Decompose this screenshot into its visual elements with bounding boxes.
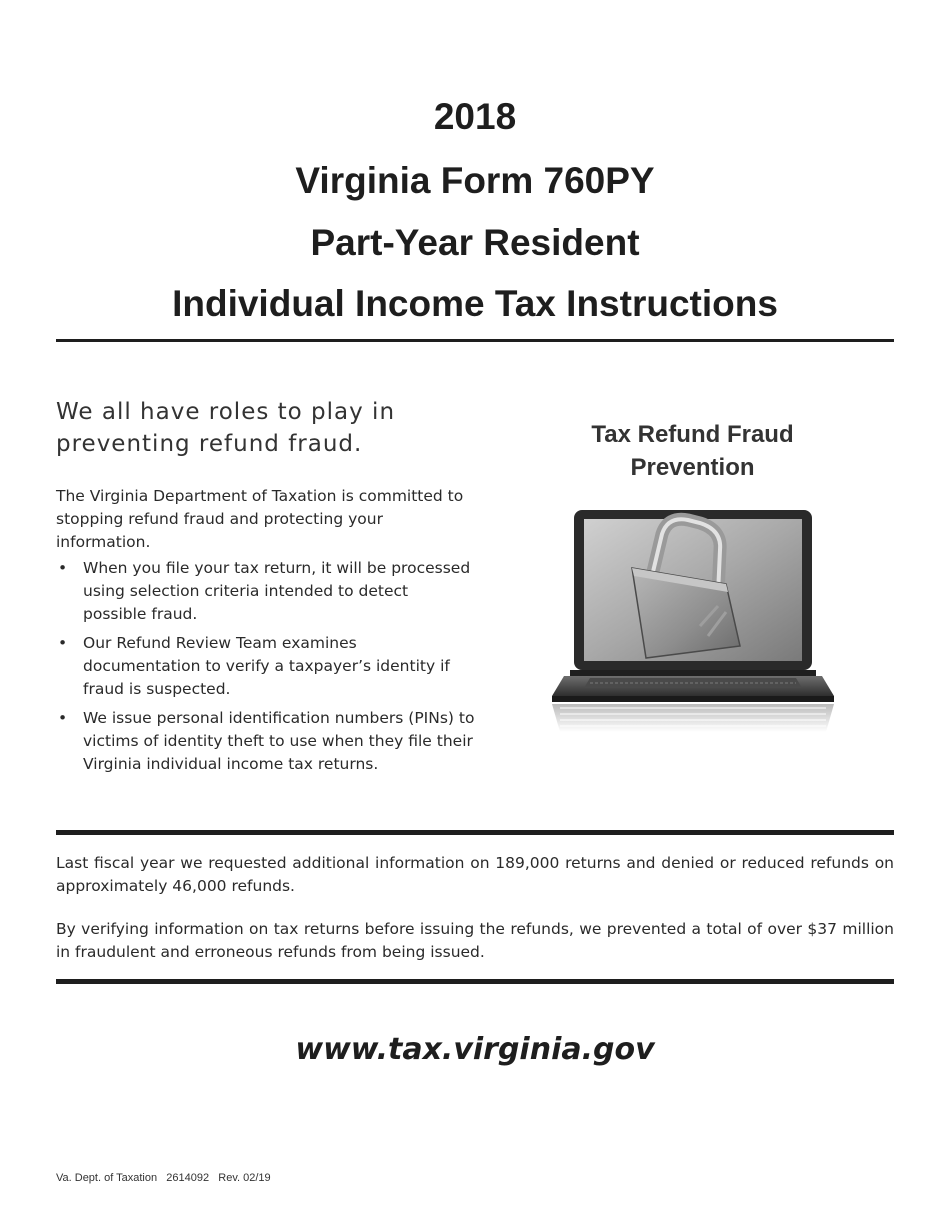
list-item-text: When you file your tax return, it will be processed using selection criteria intended to detect possible fraud. (83, 559, 471, 623)
stats-paragraph: By verifying information on tax returns before issuing the refunds, we prevented a total of over $37 million in fraudulent and erroneous refunds from being issued. (56, 920, 894, 961)
list-item (56, 707, 476, 776)
promo-title (540, 418, 845, 484)
list-item (56, 557, 476, 626)
list-item (56, 632, 476, 701)
website-link[interactable]: www.tax.virginia.gov (295, 1032, 655, 1067)
form-subtitle: Part-Year Resident (310, 222, 640, 263)
bullet-icon: • (58, 709, 68, 727)
header-divider (56, 339, 894, 342)
promo-title-line: Tax Refund Fraud (591, 421, 794, 448)
section-divider (56, 979, 894, 984)
fraud-measures-list (56, 557, 476, 782)
fraud-intro: The Virginia Department of Taxation is committed to stopping refund fraud and protecting your information. (56, 487, 464, 551)
laptop-padlock-icon (550, 506, 840, 743)
form-footer: Va. Dept. of Taxation 2614092 Rev. 02/19 (56, 1172, 271, 1184)
bullet-icon: • (58, 559, 68, 577)
bullet-icon: • (58, 634, 68, 652)
year-heading: 2018 (433, 96, 517, 137)
section-divider (56, 830, 894, 835)
stats-paragraph: Last fiscal year we requested additional information on 189,000 returns and denied or reduced refunds on approximately 46,000 refunds. (56, 854, 894, 895)
fraud-headline: We all have roles to play in preventing refund fraud. (56, 399, 396, 457)
instructions-title: Individual Income Tax Instructions (172, 283, 778, 324)
list-item-text: We issue personal identification numbers (PINs) to victims of identity theft to use when they file their Virginia individual income tax returns. (83, 709, 475, 773)
list-item-text: Our Refund Review Team examines documentation to verify a taxpayer’s identity if fraud is suspected. (83, 634, 450, 698)
promo-title-line: Prevention (630, 454, 755, 481)
form-title: Virginia Form 760PY (295, 160, 655, 201)
